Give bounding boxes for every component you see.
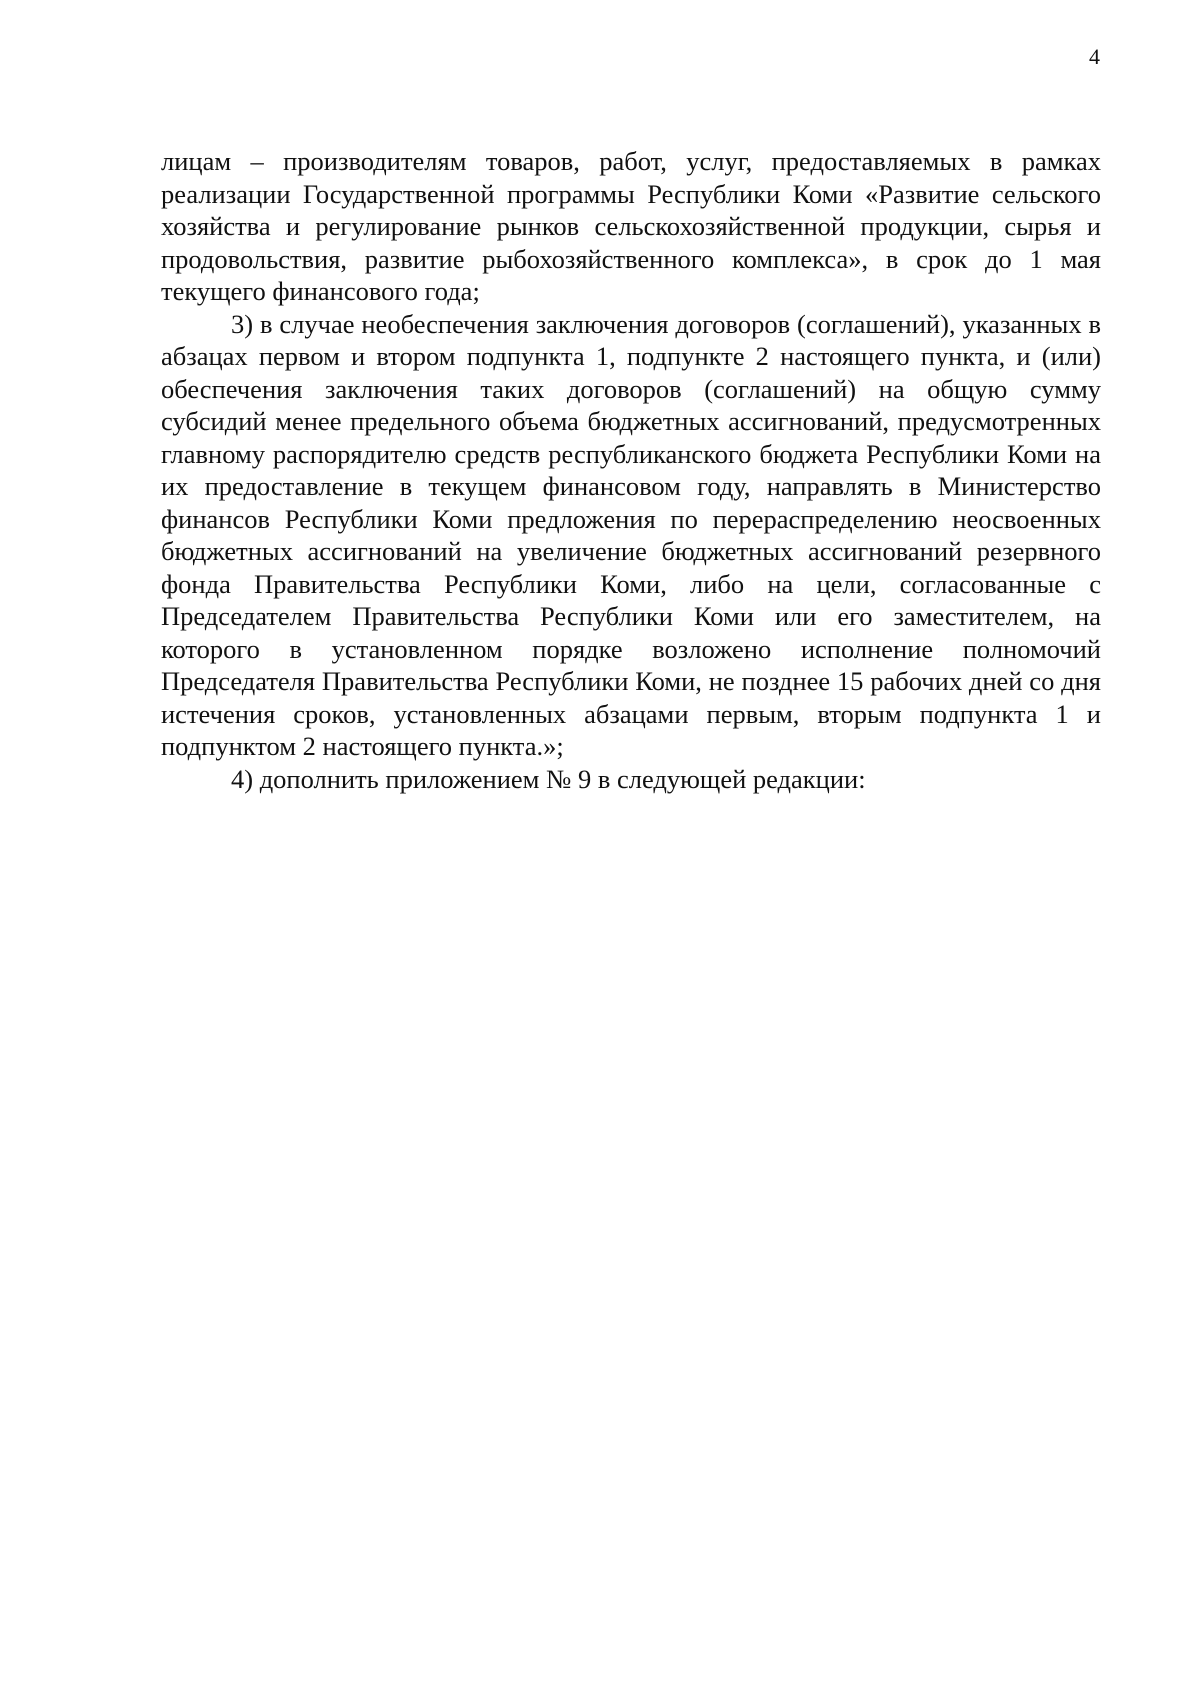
document-body [161, 145, 1101, 795]
paragraph-item-4: 4) дополнить приложением № 9 в следующей редакции: [231, 763, 866, 794]
paragraph-item-3: 3) в случае необеспечения заключения договоров (соглашений), указанных в абзацах первом и втором подпункта 1, подпункте 2 настоящего пункта, и (или) обеспечения заключения таких договоров (соглашений) на общую сумму субсидий менее предельного объема бюджетных ассигнований, предусмотренных главному распорядителю средств республиканского бюджета Республики Коми на их предоставление в текущем финансовом году, направлять в Министерство финансов Республики Коми предложения по перераспределению неосвоенных бюджетных ассигнований на увеличение бюджетных ассигнований резервного фонда Правительства Республики Коми, либо на цели, согласованные с Председателем Правительства Республики Коми или его заместителем, на которого в установленном порядке возложено исполнение полномочий Председателя Правительства Республики Коми, не позднее 15 рабочих дней со дня истечения сроков, установленных абзацами первым, вторым подпункта 1 и подпунктом 2 настоящего пункта.»; [161, 308, 1101, 761]
paragraph-continuation: лицам – производителям товаров, работ, услуг, предоставляемых в рамках реализации Государственной программы Республики Коми «Развитие сельского хозяйства и регулирование рынков сельскохозяйственной продукции, сырья и продовольствия, развитие рыбохозяйственного комплекса», в срок до 1 мая текущего финансового года; [161, 146, 1101, 306]
page-number: 4 [1089, 44, 1100, 69]
